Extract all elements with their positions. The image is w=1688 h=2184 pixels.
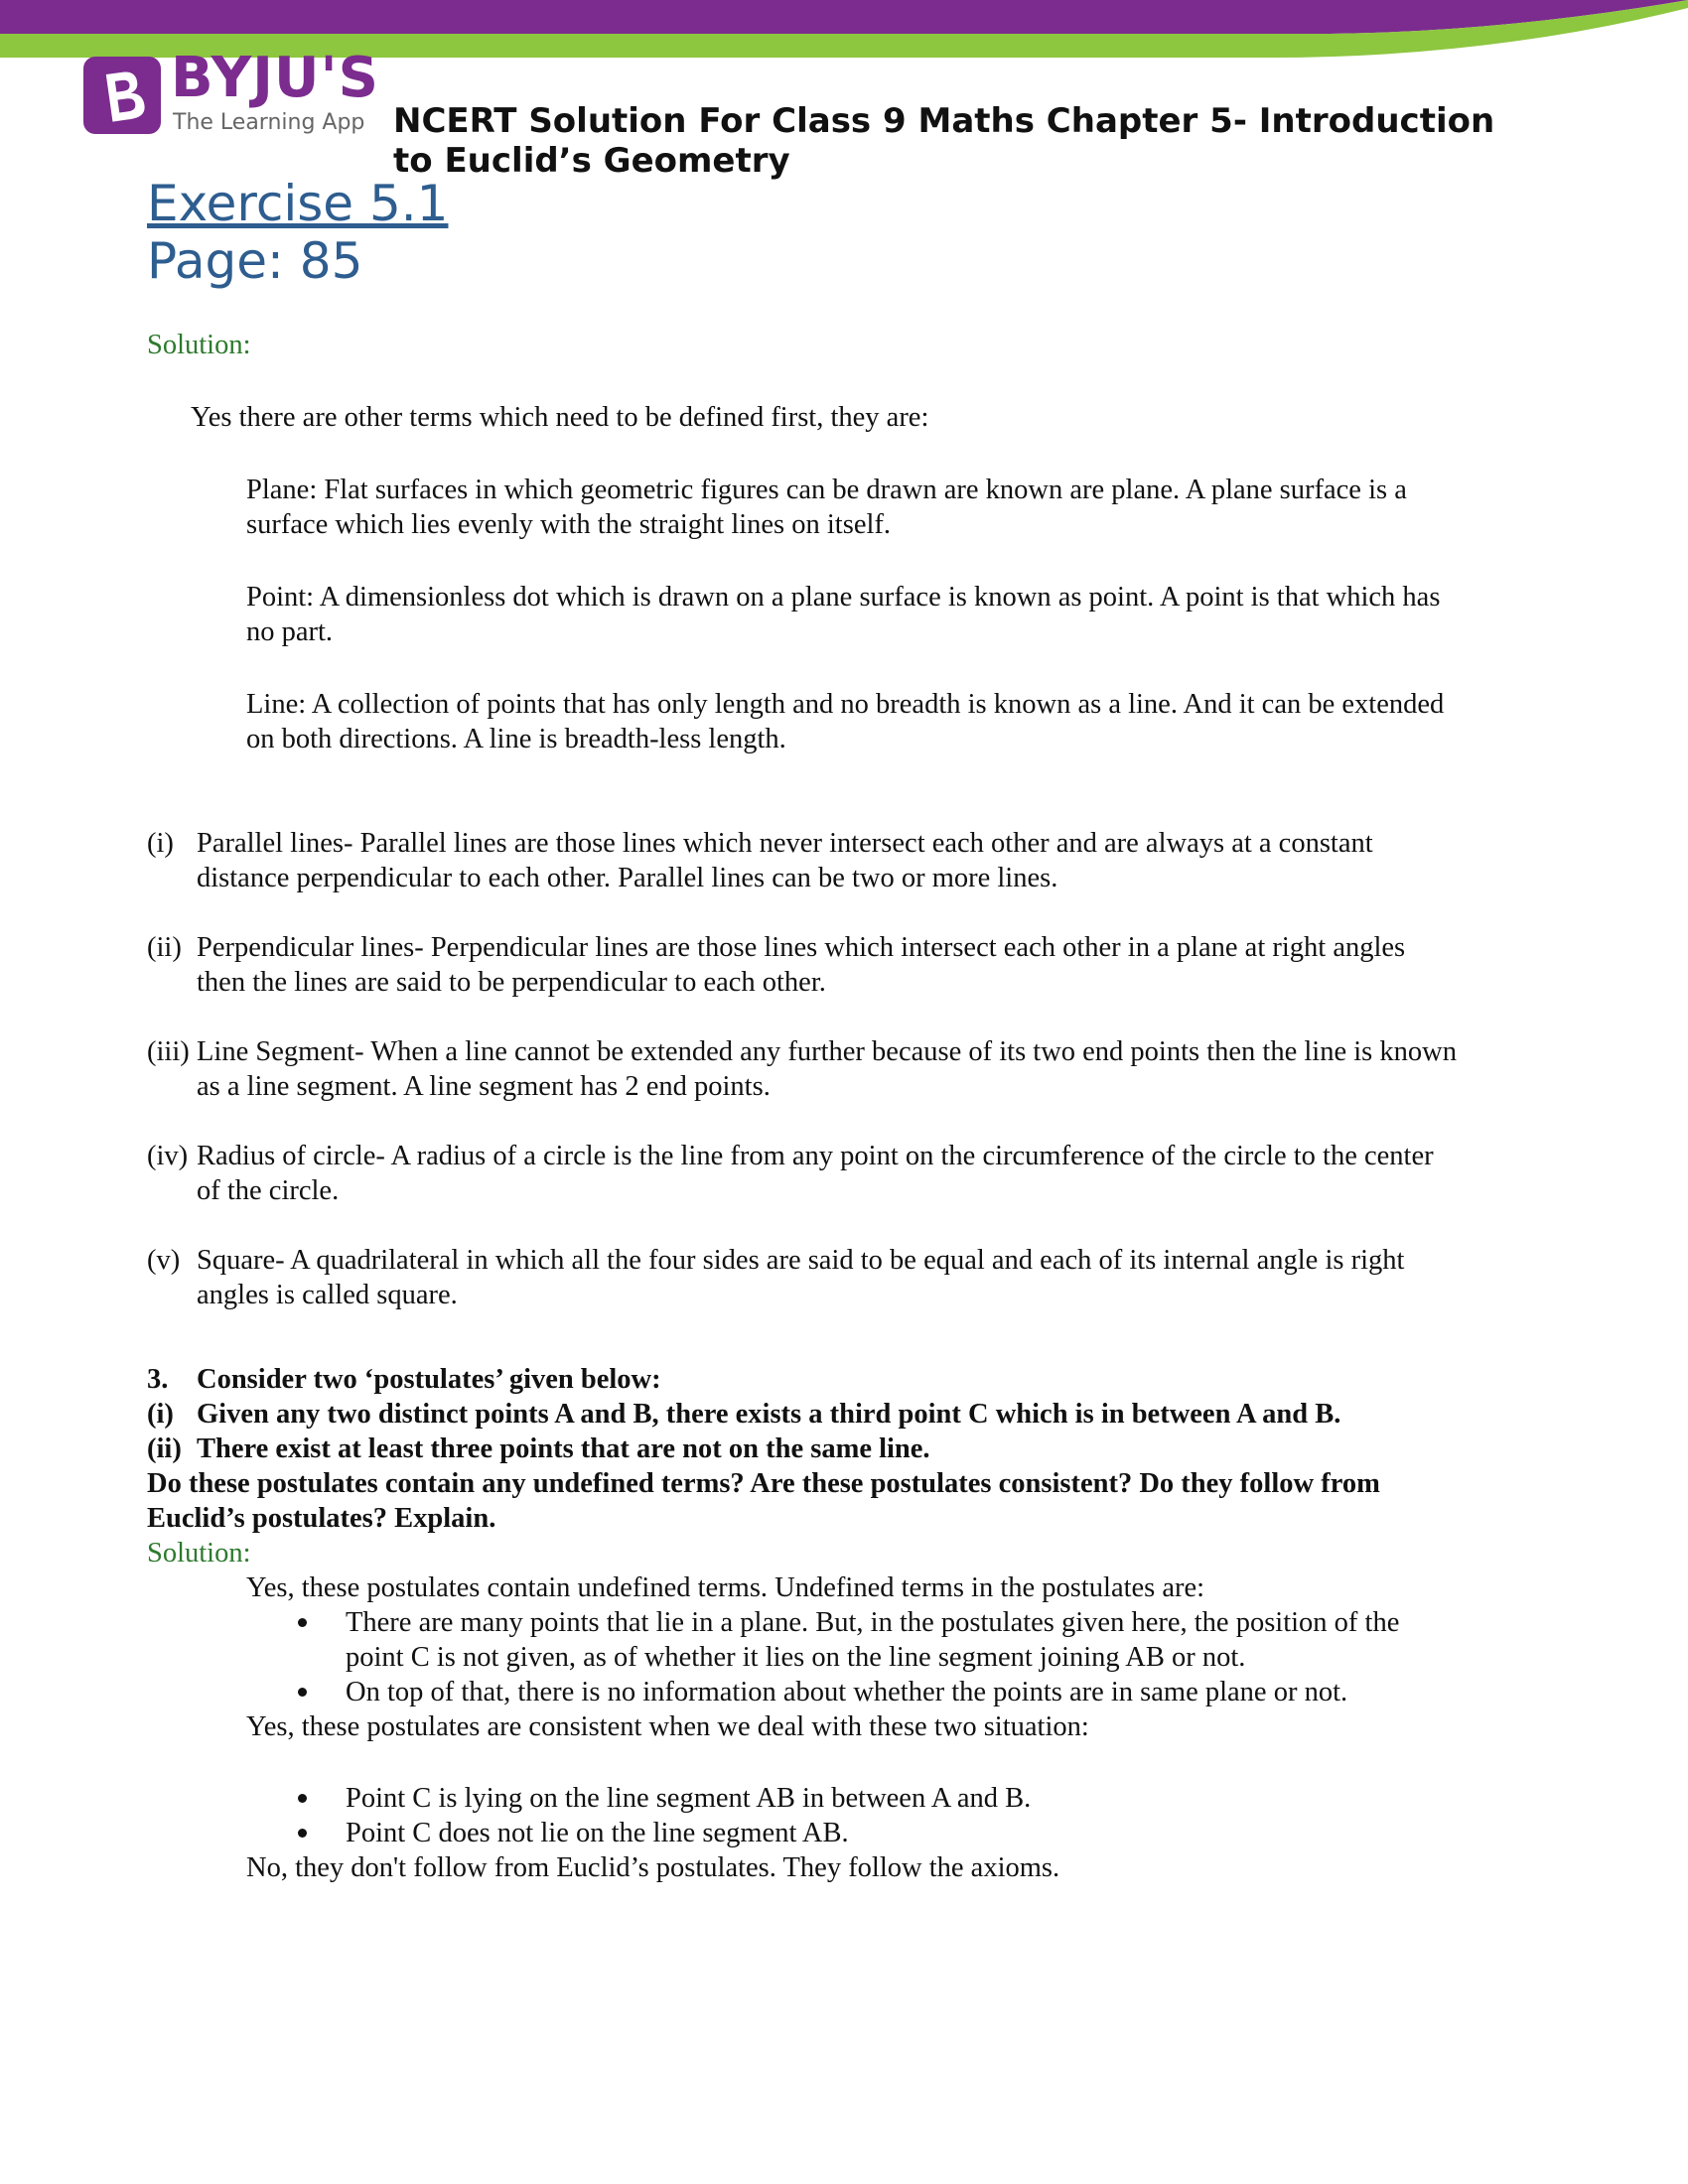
bullet-item (147, 1675, 1458, 1709)
solution-label: Solution: (147, 330, 251, 360)
bullet-list (147, 1605, 1458, 1709)
item-number: (ii) (147, 932, 182, 963)
bullet-icon (298, 1688, 307, 1697)
question-text: Consider two ‘postulates’ given below: (197, 1364, 661, 1395)
answer-paragraph: No, they don't follow from Euclid’s postulates. They follow the axioms. (246, 1852, 1060, 1883)
bullet-text: On top of that, there is no information about whether the points are in same plane or not. (346, 1677, 1348, 1707)
bullet-item (147, 1605, 1458, 1675)
bullet-text: Point C does not lie on the line segment AB. (346, 1818, 849, 1848)
question-ask: Do these postulates contain any undefined terms? Are these postulates consistent? Do they follow from Euclid’s postulates? Explain. (147, 1468, 1380, 1534)
question-3 (147, 1362, 1458, 1536)
item-number: (iv) (147, 1141, 189, 1171)
question-line (147, 1397, 1458, 1432)
document-body (147, 328, 1458, 1885)
definition-point: Point: A dimensionless dot which is drawn on a plane surface is known as point. A point is that which has no part. (246, 582, 1441, 647)
item-number: (i) (147, 828, 174, 859)
list-item (147, 826, 1458, 895)
definition-line: Line: A collection of points that has only length and no breadth is known as a line. And it can be extended on both directions. A line is breadth-less length. (246, 689, 1445, 754)
term-list (147, 826, 1458, 1312)
bullet-item (147, 1781, 1458, 1816)
brand-tagline: The Learning App (173, 110, 365, 135)
intro-text: Yes there are other terms which need to be defined first, they are: (191, 402, 929, 433)
bullet-icon (298, 1794, 307, 1803)
item-text: Square- A quadrilateral in which all the four sides are said to be equal and each of its internal angle is right angles is called square. (197, 1245, 1405, 1310)
postulate-number: (i) (147, 1399, 174, 1430)
bullet-item (147, 1816, 1458, 1850)
item-number: (iii) (147, 1036, 190, 1067)
byjus-logo (83, 46, 379, 139)
postulate-text: Given any two distinct points A and B, there exists a third point C which is in between A and B. (197, 1399, 1341, 1430)
list-item (147, 1034, 1458, 1104)
bullet-text: There are many points that lie in a plane. But, in the postulates given here, the position of the point C is not given, as of whether it lies on the line segment joining AB or not. (346, 1607, 1400, 1673)
answer-paragraph: Yes, these postulates are consistent when we deal with these two situation: (246, 1711, 1089, 1742)
definition-plane: Plane: Flat surfaces in which geometric figures can be drawn are known are plane. A plane surface is a surface which lies evenly with the straight lines on itself. (246, 475, 1407, 540)
bullet-list (147, 1781, 1458, 1850)
item-number: (v) (147, 1245, 181, 1276)
logo-b-icon (83, 57, 161, 134)
page-title: NCERT Solution For Class 9 Maths Chapter 5- Introduction to Euclid’s Geometry (393, 101, 1495, 181)
list-item (147, 1243, 1458, 1312)
bullet-icon (298, 1618, 307, 1627)
bullet-text: Point C is lying on the line segment AB in between A and B. (346, 1783, 1032, 1814)
item-text: Parallel lines- Parallel lines are those lines which never intersect each other and are always at a constant distance perpendicular to each other. Parallel lines can be two or more lines. (197, 828, 1373, 893)
list-item (147, 1139, 1458, 1208)
list-item (147, 930, 1458, 1000)
item-text: Line Segment- When a line cannot be extended any further because of its two end points then the line is known as a line segment. A line segment has 2 end points. (197, 1036, 1457, 1102)
postulate-text: There exist at least three points that are not on the same line. (197, 1433, 930, 1464)
page-number: Page: 85 (147, 232, 363, 290)
postulate-number: (ii) (147, 1433, 182, 1464)
question-line (147, 1432, 1458, 1466)
item-text: Perpendicular lines- Perpendicular lines are those lines which intersect each other in a plane at right angles then the lines are said to be perpendicular to each other. (197, 932, 1406, 998)
question-line (147, 1362, 1458, 1397)
item-text: Radius of circle- A radius of a circle is the line from any point on the circumference of the circle to the center of the circle. (197, 1141, 1434, 1206)
answer-paragraph: Yes, these postulates contain undefined terms. Undefined terms in the postulates are: (246, 1572, 1205, 1603)
exercise-link[interactable]: Exercise 5.1 (147, 175, 449, 232)
question-number: 3. (147, 1364, 169, 1395)
solution-label: Solution: (147, 1538, 251, 1569)
bullet-icon (298, 1829, 307, 1838)
brand-name: BYJU'S (171, 46, 379, 110)
